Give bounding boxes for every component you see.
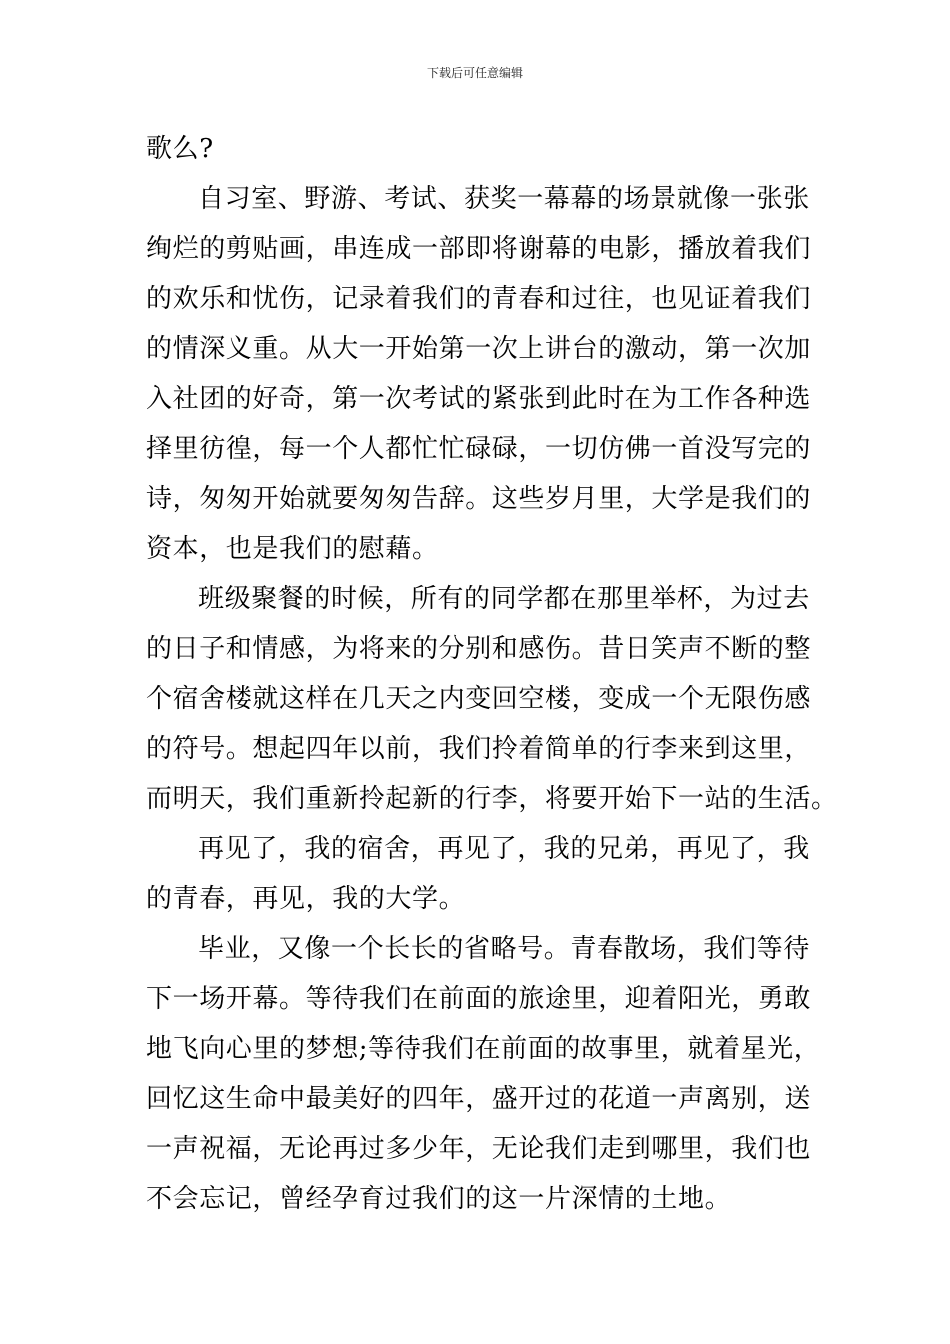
text-line: 入社团的好奇，第一次考试的紧张到此时在为工作各种选 — [146, 384, 812, 414]
text-line: 个宿舍楼就这样在几天之内变回空楼，变成一个无限伤感 — [146, 684, 812, 714]
text-line: 绚烂的剪贴画，串连成一部即将谢幕的电影，播放着我们 — [146, 234, 812, 264]
text-line: 的符号。想起四年以前，我们拎着简单的行李来到这里， — [146, 734, 812, 764]
text-line: 再见了，我的宿舍，再见了，我的兄弟，再见了，我 — [198, 834, 810, 864]
text-line: 毕业，又像一个长长的省略号。青春散场，我们等待 — [198, 934, 810, 964]
text-line: 的情深义重。从大一开始第一次上讲台的激动，第一次加 — [146, 334, 812, 364]
document-body — [146, 124, 838, 1224]
text-line: 的日子和情感，为将来的分别和感伤。昔日笑声不断的整 — [146, 634, 812, 664]
text-line: 择里彷徨，每一个人都忙忙碌碌，一切仿佛一首没写完的 — [146, 434, 812, 464]
text-line: 一声祝福，无论再过多少年，无论我们走到哪里，我们也 — [146, 1134, 812, 1164]
text-line: 歌么? — [146, 134, 214, 164]
paragraph — [146, 124, 806, 174]
text-line: 不会忘记，曾经孕育过我们的这一片深情的土地。 — [146, 1184, 732, 1214]
text-line: 地飞向心里的梦想;等待我们在前面的故事里，就着星光， — [146, 1034, 821, 1064]
text-line: 诗，匆匆开始就要匆匆告辞。这些岁月里，大学是我们的 — [146, 484, 812, 514]
text-line: 的欢乐和忧伤，记录着我们的青春和过往，也见证着我们 — [146, 284, 812, 314]
text-line: 而明天，我们重新拎起新的行李，将要开始下一站的生活。 — [146, 784, 838, 814]
text-line: 班级聚餐的时候，所有的同学都在那里举杯，为过去 — [198, 584, 810, 614]
text-line: 的青春，再见，我的大学。 — [146, 884, 466, 914]
paragraph — [146, 924, 821, 1224]
paragraph — [146, 574, 838, 824]
paragraph — [146, 174, 812, 574]
text-line: 自习室、野游、考试、获奖一幕幕的场景就像一张张 — [198, 184, 810, 214]
text-line: 下一场开幕。等待我们在前面的旅途里，迎着阳光，勇敢 — [146, 984, 812, 1014]
page-header: 下载后可任意编辑 — [426, 66, 523, 80]
text-line: 回忆这生命中最美好的四年，盛开过的花道一声离别，送 — [146, 1084, 812, 1114]
text-line: 资本，也是我们的慰藉。 — [146, 534, 439, 564]
paragraph — [146, 824, 810, 924]
